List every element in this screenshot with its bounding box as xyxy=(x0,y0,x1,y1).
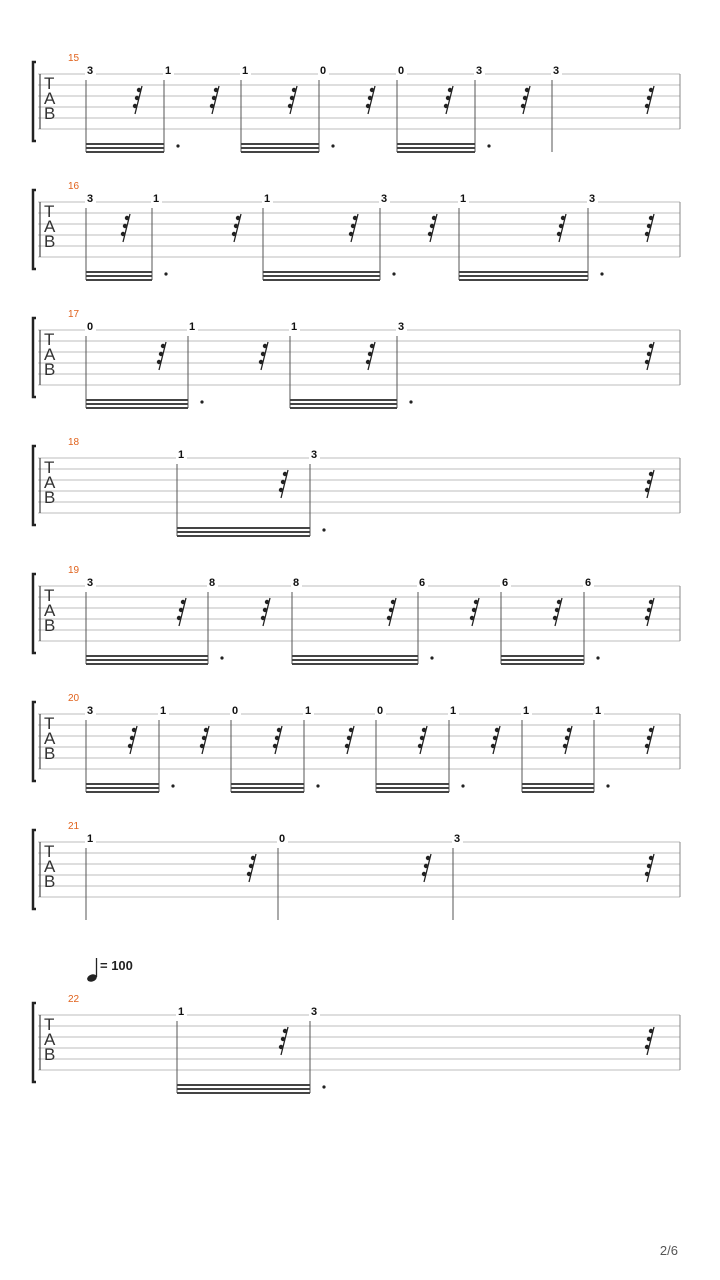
fret-number: 1 xyxy=(263,193,271,205)
fret-number: 3 xyxy=(552,65,560,77)
rest-dot xyxy=(347,736,351,740)
rest-dot xyxy=(430,224,434,228)
rest-dot xyxy=(649,856,653,860)
rest-dot xyxy=(649,472,653,476)
tab-note xyxy=(262,192,273,280)
rest-dot xyxy=(121,232,125,236)
measure-number: 21 xyxy=(68,821,80,832)
dot xyxy=(461,784,464,787)
fret-number: 3 xyxy=(86,577,94,589)
tab-clef-t: T xyxy=(44,202,55,221)
tab-clef-b: B xyxy=(44,616,56,635)
fret-number: 0 xyxy=(86,321,94,333)
rest-dot xyxy=(649,728,653,732)
rest-dot xyxy=(647,480,651,484)
rest-dot xyxy=(645,1045,649,1049)
tab-note xyxy=(309,448,320,536)
fret-number: 1 xyxy=(459,193,467,205)
fret-number: 1 xyxy=(449,705,457,717)
rest-dot xyxy=(259,360,263,364)
dot xyxy=(600,272,603,275)
tempo-value: = 100 xyxy=(100,958,133,973)
rest-dot xyxy=(645,488,649,492)
rest-dot xyxy=(251,856,255,860)
rest-dot xyxy=(370,88,374,92)
fret-number: 6 xyxy=(418,577,426,589)
tab-note xyxy=(230,704,241,792)
system-bracket xyxy=(33,574,36,653)
fret-number: 3 xyxy=(310,1006,318,1018)
rest-dot xyxy=(565,736,569,740)
tab-system-16 xyxy=(33,181,680,280)
tab-clef-a: A xyxy=(44,601,56,620)
rest-dot xyxy=(370,344,374,348)
tab-note xyxy=(158,704,169,792)
rest-dot xyxy=(432,216,436,220)
tab-note xyxy=(303,704,314,792)
tab-system-20 xyxy=(33,693,680,792)
rest-dot xyxy=(495,728,499,732)
fret-number: 8 xyxy=(292,577,300,589)
rest-dot xyxy=(290,96,294,100)
system-bracket xyxy=(33,190,36,269)
page-number: 2/6 xyxy=(659,1243,678,1258)
tab-system-17 xyxy=(33,309,680,408)
rest-dot xyxy=(179,608,183,612)
rest-dot xyxy=(249,864,253,868)
rest-dot xyxy=(426,856,430,860)
measure-number: 17 xyxy=(68,309,80,320)
fret-number: 0 xyxy=(319,65,327,77)
system-bracket xyxy=(33,446,36,525)
rest-dot xyxy=(366,360,370,364)
fret-number: 6 xyxy=(584,577,592,589)
rest-dot xyxy=(263,608,267,612)
dot xyxy=(200,400,203,403)
rest-dot xyxy=(446,96,450,100)
tab-clef-b: B xyxy=(44,744,56,763)
tab-clef-b: B xyxy=(44,488,56,507)
rest-dot xyxy=(123,224,127,228)
fret-number: 3 xyxy=(588,193,596,205)
rest-dot xyxy=(649,216,653,220)
rest-dot xyxy=(368,96,372,100)
dot xyxy=(164,272,167,275)
rest-dot xyxy=(279,1045,283,1049)
rest-dot xyxy=(645,360,649,364)
rest-dot xyxy=(204,728,208,732)
fret-number: 6 xyxy=(501,577,509,589)
tab-note xyxy=(458,192,469,280)
rest-dot xyxy=(649,600,653,604)
rest-dot xyxy=(557,600,561,604)
rest-dot xyxy=(561,216,565,220)
rest-dot xyxy=(422,872,426,876)
rest-dot xyxy=(567,728,571,732)
rest-dot xyxy=(281,1037,285,1041)
fret-number: 0 xyxy=(278,833,286,845)
rest-dot xyxy=(420,736,424,740)
rest-dot xyxy=(210,104,214,108)
rest-dot xyxy=(351,224,355,228)
dot xyxy=(430,656,433,659)
dot xyxy=(176,144,179,147)
rest-dot xyxy=(645,232,649,236)
rest-dot xyxy=(649,1029,653,1033)
rest-dot xyxy=(345,744,349,748)
fret-number: 3 xyxy=(475,65,483,77)
tab-clef-a: A xyxy=(44,1030,56,1049)
rest-dot xyxy=(647,608,651,612)
tab-note xyxy=(396,64,407,152)
tab-note xyxy=(151,192,162,280)
tab-system-19 xyxy=(33,565,680,664)
tab-clef-a: A xyxy=(44,857,56,876)
tab-note xyxy=(587,192,598,280)
rest-dot xyxy=(125,216,129,220)
fret-number: 3 xyxy=(380,193,388,205)
tab-note xyxy=(452,832,463,920)
rest-dot xyxy=(645,104,649,108)
tab-note xyxy=(289,320,300,408)
rest-dot xyxy=(137,88,141,92)
tab-note xyxy=(309,1005,320,1093)
rest-dot xyxy=(647,736,651,740)
rest-dot xyxy=(202,736,206,740)
tab-note xyxy=(379,192,390,280)
tab-note xyxy=(85,832,96,920)
rest-dot xyxy=(288,104,292,108)
tab-system-22 xyxy=(33,994,680,1093)
tab-note xyxy=(291,576,302,664)
rest-dot xyxy=(275,736,279,740)
fret-number: 1 xyxy=(159,705,167,717)
fret-number: 1 xyxy=(164,65,172,77)
tab-clef-a: A xyxy=(44,473,56,492)
fret-number: 1 xyxy=(177,449,185,461)
tab-note xyxy=(277,832,288,920)
tab-note xyxy=(521,704,532,792)
tab-note xyxy=(583,576,594,664)
fret-number: 3 xyxy=(453,833,461,845)
tab-note xyxy=(318,64,329,152)
tab-clef-b: B xyxy=(44,104,56,123)
tab-note xyxy=(176,1005,187,1093)
system-bracket xyxy=(33,62,36,141)
tab-note xyxy=(85,576,96,664)
fret-number: 3 xyxy=(86,705,94,717)
tab-note xyxy=(448,704,459,792)
tab-system-21 xyxy=(33,821,680,920)
tab-note xyxy=(417,576,428,664)
fret-number: 3 xyxy=(86,65,94,77)
rest-dot xyxy=(265,600,269,604)
rest-dot xyxy=(159,352,163,356)
tab-clef-t: T xyxy=(44,458,55,477)
fret-number: 8 xyxy=(208,577,216,589)
fret-number: 1 xyxy=(241,65,249,77)
rest-dot xyxy=(161,344,165,348)
rest-dot xyxy=(647,352,651,356)
rest-dot xyxy=(523,96,527,100)
rest-dot xyxy=(181,600,185,604)
fret-number: 1 xyxy=(177,1006,185,1018)
dot xyxy=(392,272,395,275)
rest-dot xyxy=(649,344,653,348)
rest-dot xyxy=(261,352,265,356)
tab-clef-b: B xyxy=(44,232,56,251)
fret-number: 0 xyxy=(397,65,405,77)
rest-dot xyxy=(279,488,283,492)
rest-dot xyxy=(557,232,561,236)
rest-dot xyxy=(649,88,653,92)
tab-clef-t: T xyxy=(44,586,55,605)
rest-dot xyxy=(214,88,218,92)
rest-dot xyxy=(212,96,216,100)
rest-dot xyxy=(349,728,353,732)
tab-note xyxy=(85,64,96,152)
rest-dot xyxy=(559,224,563,228)
tab-note xyxy=(187,320,198,408)
rest-dot xyxy=(135,96,139,100)
tab-clef-a: A xyxy=(44,89,56,108)
rest-dot xyxy=(647,864,651,868)
dot xyxy=(220,656,223,659)
rest-dot xyxy=(553,616,557,620)
tab-note xyxy=(375,704,386,792)
rest-dot xyxy=(281,480,285,484)
rest-dot xyxy=(261,616,265,620)
rest-dot xyxy=(424,864,428,868)
tab-note xyxy=(396,320,407,408)
rest-dot xyxy=(232,232,236,236)
tab-note xyxy=(240,64,251,152)
rest-dot xyxy=(132,728,136,732)
rest-dot xyxy=(236,216,240,220)
dot xyxy=(316,784,319,787)
dot xyxy=(596,656,599,659)
measure-number: 15 xyxy=(68,53,80,64)
measure-number: 18 xyxy=(68,437,80,448)
rest-dot xyxy=(647,1037,651,1041)
rest-dot xyxy=(273,744,277,748)
rest-dot xyxy=(470,616,474,620)
rest-dot xyxy=(647,224,651,228)
tab-clef-t: T xyxy=(44,842,55,861)
rest-dot xyxy=(645,744,649,748)
rest-dot xyxy=(555,608,559,612)
rest-dot xyxy=(493,736,497,740)
tab-clef-b: B xyxy=(44,872,56,891)
fret-number: 1 xyxy=(594,705,602,717)
tab-note xyxy=(85,192,96,280)
rest-dot xyxy=(130,736,134,740)
tab-system-15 xyxy=(33,53,680,152)
fret-number: 1 xyxy=(152,193,160,205)
fret-number: 1 xyxy=(188,321,196,333)
rest-dot xyxy=(418,744,422,748)
rest-dot xyxy=(391,600,395,604)
measure-number: 20 xyxy=(68,693,80,704)
rest-dot xyxy=(366,104,370,108)
tab-clef-t: T xyxy=(44,714,55,733)
fret-number: 1 xyxy=(290,321,298,333)
tab-note xyxy=(176,448,187,536)
fret-number: 3 xyxy=(310,449,318,461)
rest-dot xyxy=(521,104,525,108)
dot xyxy=(606,784,609,787)
rest-dot xyxy=(234,224,238,228)
tab-system-18 xyxy=(33,437,680,536)
rest-dot xyxy=(277,728,281,732)
rest-dot xyxy=(353,216,357,220)
rest-dot xyxy=(645,616,649,620)
rest-dot xyxy=(128,744,132,748)
fret-number: 3 xyxy=(397,321,405,333)
tab-clef-t: T xyxy=(44,330,55,349)
rest-dot xyxy=(133,104,137,108)
fret-number: 0 xyxy=(231,705,239,717)
system-bracket xyxy=(33,1003,36,1082)
measure-number: 22 xyxy=(68,994,80,1005)
dot xyxy=(322,1085,325,1088)
tab-clef-a: A xyxy=(44,729,56,748)
system-bracket xyxy=(33,702,36,781)
dot xyxy=(487,144,490,147)
rest-dot xyxy=(472,608,476,612)
tab-note xyxy=(551,64,562,152)
fret-number: 1 xyxy=(522,705,530,717)
rest-dot xyxy=(422,728,426,732)
rest-dot xyxy=(200,744,204,748)
rest-dot xyxy=(563,744,567,748)
rest-dot xyxy=(283,1029,287,1033)
rest-dot xyxy=(263,344,267,348)
dot xyxy=(331,144,334,147)
dot xyxy=(322,528,325,531)
tab-clef-t: T xyxy=(44,1015,55,1034)
rest-dot xyxy=(387,616,391,620)
dot xyxy=(409,400,412,403)
rest-dot xyxy=(283,472,287,476)
tab-note xyxy=(500,576,511,664)
tab-note xyxy=(207,576,218,664)
fret-number: 0 xyxy=(376,705,384,717)
measure-number: 19 xyxy=(68,565,80,576)
rest-dot xyxy=(525,88,529,92)
rest-dot xyxy=(368,352,372,356)
tempo-marking xyxy=(86,958,133,983)
measure-number: 16 xyxy=(68,181,80,192)
rest-dot xyxy=(647,96,651,100)
system-bracket xyxy=(33,318,36,397)
rest-dot xyxy=(645,872,649,876)
tab-clef-a: A xyxy=(44,345,56,364)
tab-note xyxy=(85,704,96,792)
fret-number: 1 xyxy=(304,705,312,717)
tab-clef-b: B xyxy=(44,360,56,379)
tab-clef-t: T xyxy=(44,74,55,93)
fret-number: 3 xyxy=(86,193,94,205)
rest-dot xyxy=(448,88,452,92)
tab-note xyxy=(593,704,604,792)
tab-note xyxy=(85,320,96,408)
tab-clef-a: A xyxy=(44,217,56,236)
rest-dot xyxy=(491,744,495,748)
rest-dot xyxy=(349,232,353,236)
rest-dot xyxy=(177,616,181,620)
tab-note xyxy=(163,64,174,152)
rest-dot xyxy=(247,872,251,876)
tab-clef-b: B xyxy=(44,1045,56,1064)
rest-dot xyxy=(292,88,296,92)
fret-number: 1 xyxy=(86,833,94,845)
dot xyxy=(171,784,174,787)
rest-dot xyxy=(474,600,478,604)
rest-dot xyxy=(157,360,161,364)
system-bracket xyxy=(33,830,36,909)
rest-dot xyxy=(444,104,448,108)
tab-note xyxy=(474,64,485,152)
rest-dot xyxy=(389,608,393,612)
rest-dot xyxy=(428,232,432,236)
